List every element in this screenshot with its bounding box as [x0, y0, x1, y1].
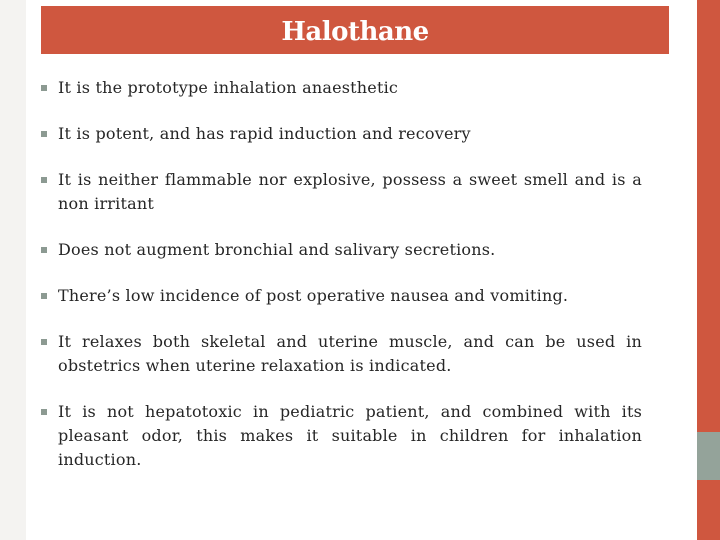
- bullet-text: There’s low incidence of post operative nausea and vomiting.: [58, 286, 569, 305]
- square-bullet-icon: [41, 293, 47, 299]
- square-bullet-icon: [41, 131, 47, 137]
- square-bullet-icon: [41, 409, 47, 415]
- bullet-text: It is the prototype inhalation anaesthetic: [58, 78, 399, 97]
- slide-title: Halothane: [281, 17, 429, 47]
- square-bullet-icon: [41, 339, 47, 345]
- side-gray-block: [697, 432, 720, 480]
- square-bullet-icon: [41, 177, 47, 183]
- bullet-list: [41, 76, 642, 494]
- bullet-item: [41, 168, 642, 216]
- bullet-item: [41, 76, 642, 100]
- bullet-text: It is potent, and has rapid induction and recovery: [58, 124, 471, 143]
- bullet-text: It is not hepatotoxic in pediatric patient, and combined with its pleasant odor, this makes it suitable in children for inhalation induction.: [58, 402, 642, 469]
- bullet-item: [41, 284, 642, 308]
- bullet-item: [41, 122, 642, 146]
- title-bar: [41, 6, 669, 54]
- bullet-item: [41, 400, 642, 472]
- side-white-gap: [669, 0, 697, 540]
- square-bullet-icon: [41, 85, 47, 91]
- bullet-text: Does not augment bronchial and salivary secretions.: [58, 240, 496, 259]
- bullet-text: It is neither flammable nor explosive, possess a sweet smell and is a non irritant: [58, 170, 642, 213]
- bullet-item: [41, 238, 642, 262]
- bullet-item: [41, 330, 642, 378]
- square-bullet-icon: [41, 247, 47, 253]
- bullet-text: It relaxes both skeletal and uterine muscle, and can be used in obstetrics when uterine relaxation is indicated.: [58, 332, 642, 375]
